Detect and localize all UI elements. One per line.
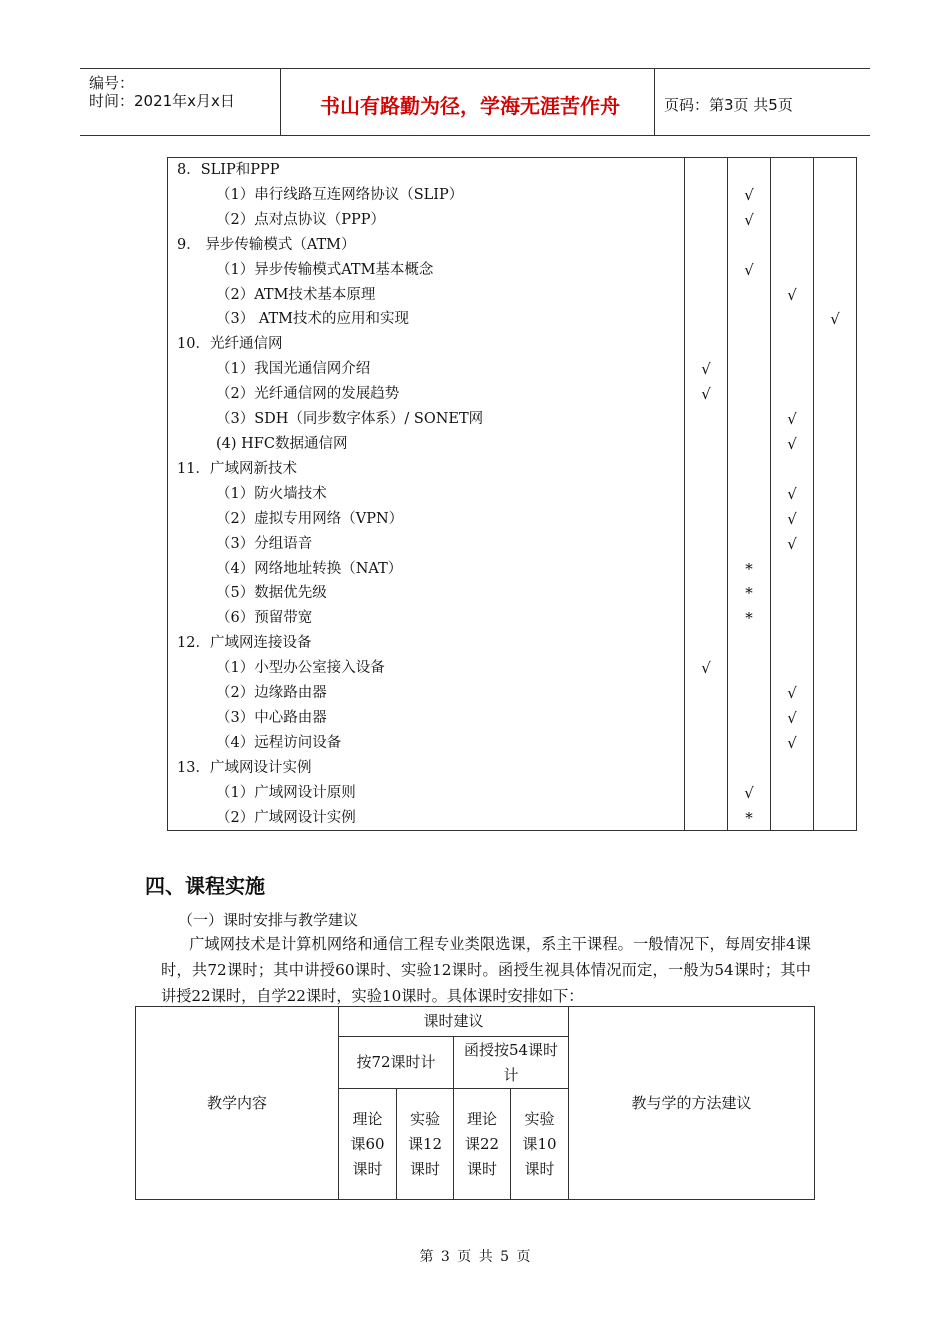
mark-cell	[685, 233, 728, 258]
header-page-label: 页码：第3页 共5页	[664, 96, 793, 114]
mark-cell	[814, 208, 857, 233]
topic-cell	[168, 258, 685, 283]
plan-group-54: 函授按54课时计	[454, 1037, 569, 1089]
topic-cell	[168, 382, 685, 407]
topic-cell	[168, 183, 685, 208]
topic-cell	[168, 332, 685, 357]
mark-cell: √	[771, 532, 814, 557]
mark-cell	[771, 357, 814, 382]
mark-cell	[685, 781, 728, 806]
mark-cell	[771, 656, 814, 681]
topic-heading: 12．广域网连接设备	[177, 635, 312, 652]
mark-cell: √	[685, 382, 728, 407]
header-motto: 书山有路勤为径，学海无涯苦作舟	[320, 94, 620, 118]
mark-cell	[814, 756, 857, 781]
mark-cell	[685, 283, 728, 308]
plan-col-lab-10: 实验课10课时	[511, 1089, 569, 1200]
topic-item: （2）边缘路由器	[216, 685, 327, 702]
mark-cell: √	[771, 706, 814, 731]
topic-cell	[168, 631, 685, 656]
topic-item: （3）SDH（同步数字体系）/ SONET网	[216, 411, 484, 428]
topic-cell	[168, 606, 685, 631]
mark-cell: *	[728, 557, 771, 582]
mark-cell	[728, 631, 771, 656]
mark-cell	[814, 681, 857, 706]
mark-cell: √	[771, 731, 814, 756]
mark-cell: √	[771, 432, 814, 457]
mark-cell	[728, 158, 771, 183]
mark-cell	[814, 656, 857, 681]
topic-cell	[168, 706, 685, 731]
topic-item: （3）中心路由器	[216, 709, 327, 726]
mark-cell: √	[771, 283, 814, 308]
topic-cell	[168, 507, 685, 532]
topic-cell	[168, 656, 685, 681]
table-row	[168, 756, 857, 781]
mark-cell: √	[728, 258, 771, 283]
mark-cell	[814, 806, 857, 831]
paragraph-text: 广域网技术是计算机网络和通信工程专业类限选课，系主干课程。一般情况下，每周安排4课时，共72课时；其中讲授60课时、实验12课时。函授生视具体情况而定，一般为54课时；其中讲授22课时，自学22课时，实验10课时。具体课时安排如下：	[161, 935, 811, 1005]
topic-item: （5）数据优先级	[216, 585, 327, 602]
mark-cell	[814, 507, 857, 532]
mark-cell: √	[771, 681, 814, 706]
topic-item: （3）分组语音	[216, 535, 313, 552]
mark-cell	[685, 457, 728, 482]
mark-cell: √	[771, 507, 814, 532]
table-row	[168, 208, 857, 233]
mark-cell	[685, 183, 728, 208]
mark-cell: √	[771, 482, 814, 507]
mark-cell	[728, 233, 771, 258]
mark-cell	[685, 332, 728, 357]
mark-cell	[814, 457, 857, 482]
section-subtitle: （一）课时安排与教学建议	[178, 911, 359, 929]
topic-cell	[168, 457, 685, 482]
mark-cell	[685, 482, 728, 507]
topic-cell	[168, 557, 685, 582]
topic-cell	[168, 208, 685, 233]
mark-cell	[728, 656, 771, 681]
table-row	[168, 581, 857, 606]
mark-cell	[814, 731, 857, 756]
mark-cell	[771, 258, 814, 283]
plan-table	[135, 1006, 815, 1200]
topic-cell	[168, 681, 685, 706]
mark-cell: √	[728, 208, 771, 233]
table-row	[168, 731, 857, 756]
topic-cell	[168, 307, 685, 332]
topic-cell	[168, 532, 685, 557]
mark-cell	[814, 357, 857, 382]
topic-cell	[168, 806, 685, 831]
mark-cell	[685, 681, 728, 706]
topic-cell	[168, 756, 685, 781]
topic-cell	[168, 482, 685, 507]
plan-group-72: 按72课时计	[339, 1037, 454, 1089]
topic-item: （1）异步传输模式ATM基本概念	[216, 261, 434, 278]
mark-cell	[814, 706, 857, 731]
table-row	[168, 482, 857, 507]
topic-cell	[168, 731, 685, 756]
topic-item: （1）防火墙技术	[216, 485, 327, 502]
mark-cell	[685, 158, 728, 183]
mark-cell: √	[728, 183, 771, 208]
mark-cell	[814, 382, 857, 407]
mark-cell	[814, 557, 857, 582]
topic-cell	[168, 357, 685, 382]
table-row	[168, 258, 857, 283]
mark-cell	[771, 756, 814, 781]
mark-cell: √	[728, 781, 771, 806]
topic-item: （3） ATM技术的应用和实现	[216, 311, 410, 328]
topic-item: （4）远程访问设备	[216, 734, 342, 751]
table-row	[168, 332, 857, 357]
table-row	[168, 307, 857, 332]
topic-heading: 13．广域网设计实例	[177, 759, 312, 776]
mark-cell	[771, 208, 814, 233]
mark-cell	[814, 631, 857, 656]
mark-cell	[814, 781, 857, 806]
topic-cell	[168, 233, 685, 258]
mark-cell: *	[728, 606, 771, 631]
mark-cell	[814, 407, 857, 432]
table-row	[168, 507, 857, 532]
mark-cell: *	[728, 581, 771, 606]
mark-cell	[728, 432, 771, 457]
topic-heading: 11．广域网新技术	[177, 460, 297, 477]
table-row	[168, 606, 857, 631]
topic-cell	[168, 581, 685, 606]
topic-item: （2）广域网设计实例	[216, 809, 356, 826]
mark-cell	[685, 432, 728, 457]
table-row	[168, 557, 857, 582]
mark-cell	[814, 332, 857, 357]
table-row	[168, 706, 857, 731]
mark-cell	[771, 332, 814, 357]
table-row	[168, 532, 857, 557]
mark-cell	[728, 482, 771, 507]
topic-item: （2）点对点协议（PPP）	[216, 211, 385, 228]
mark-cell	[728, 507, 771, 532]
mark-cell: *	[728, 806, 771, 831]
mark-cell	[771, 781, 814, 806]
table-row	[168, 631, 857, 656]
table-row	[168, 357, 857, 382]
mark-cell	[685, 706, 728, 731]
topic-cell	[168, 432, 685, 457]
topic-item: （1）广域网设计原则	[216, 784, 356, 801]
mark-cell	[771, 557, 814, 582]
mark-cell	[728, 407, 771, 432]
plan-col-theory-22: 理论课22课时	[454, 1089, 511, 1200]
mark-cell	[771, 606, 814, 631]
mark-cell	[728, 283, 771, 308]
mark-cell	[685, 307, 728, 332]
mark-cell	[685, 606, 728, 631]
mark-cell	[814, 482, 857, 507]
mark-cell	[771, 457, 814, 482]
topic-item: （2）虚拟专用网络（VPN）	[216, 510, 404, 527]
mark-cell	[771, 806, 814, 831]
mark-cell	[728, 457, 771, 482]
table-row	[168, 781, 857, 806]
mark-cell: √	[685, 656, 728, 681]
mark-cell	[685, 806, 728, 831]
plan-method-header: 教与学的方法建议	[569, 1007, 815, 1200]
mark-cell	[728, 706, 771, 731]
table-row	[168, 656, 857, 681]
mark-cell	[814, 258, 857, 283]
mark-cell	[814, 532, 857, 557]
topic-item: （4）网络地址转换（NAT）	[216, 560, 403, 577]
topic-item: （1）我国光通信网介绍	[216, 361, 371, 378]
table-row	[168, 233, 857, 258]
mark-cell	[814, 606, 857, 631]
topic-cell	[168, 781, 685, 806]
mark-cell	[771, 183, 814, 208]
mark-cell	[685, 208, 728, 233]
table-row	[168, 158, 857, 183]
mark-cell	[728, 756, 771, 781]
table-row	[168, 183, 857, 208]
mark-cell	[685, 581, 728, 606]
table-row	[168, 457, 857, 482]
mark-cell	[728, 332, 771, 357]
mark-cell	[728, 357, 771, 382]
mark-cell	[685, 731, 728, 756]
table-row	[168, 382, 857, 407]
mark-cell	[685, 507, 728, 532]
mark-cell	[814, 158, 857, 183]
plan-col-theory-60: 理论课60课时	[339, 1089, 397, 1200]
topic-heading: 8．SLIP和PPP	[177, 162, 280, 178]
section-title: 四、课程实施	[145, 874, 265, 898]
mark-cell	[771, 382, 814, 407]
mark-cell	[685, 407, 728, 432]
table-row	[168, 407, 857, 432]
table-row	[168, 806, 857, 831]
mark-cell: √	[685, 357, 728, 382]
topic-item: （1）串行线路互连网络协议（SLIP）	[216, 186, 464, 203]
topic-item: （6）预留带宽	[216, 610, 313, 627]
mark-cell	[685, 532, 728, 557]
topic-item: （1）小型办公室接入设备	[216, 660, 385, 677]
topic-heading: 9． 异步传输模式（ATM）	[177, 236, 356, 253]
mark-cell	[771, 158, 814, 183]
topic-item: （2）光纤通信网的发展趋势	[216, 386, 400, 403]
mark-cell	[771, 631, 814, 656]
table-row	[168, 681, 857, 706]
mark-cell	[771, 307, 814, 332]
mark-cell	[685, 756, 728, 781]
header-divider-left	[280, 68, 281, 135]
mark-cell	[771, 581, 814, 606]
mark-cell	[685, 258, 728, 283]
topic-item: (4) HFC数据通信网	[216, 435, 348, 452]
header-time-label: 时间：2021年x月x日	[89, 92, 235, 110]
plan-col-lab-12: 实验课12课时	[397, 1089, 454, 1200]
mark-cell	[728, 307, 771, 332]
mark-cell	[814, 432, 857, 457]
mark-cell	[728, 681, 771, 706]
mark-cell	[728, 532, 771, 557]
mark-cell	[771, 233, 814, 258]
table-row	[168, 432, 857, 457]
plan-hours-header: 课时建议	[339, 1007, 569, 1037]
mark-cell	[728, 382, 771, 407]
plan-content-header: 教学内容	[136, 1007, 339, 1200]
header-top-rule	[80, 68, 870, 69]
page-footer: 第 3 页 共 5 页	[419, 1249, 531, 1265]
header-bottom-rule	[80, 135, 870, 136]
mark-cell	[814, 183, 857, 208]
mark-cell	[814, 233, 857, 258]
mark-cell: √	[771, 407, 814, 432]
topic-cell	[168, 158, 685, 183]
mark-cell	[814, 283, 857, 308]
section-paragraph	[161, 931, 811, 1009]
topic-cell	[168, 407, 685, 432]
topic-heading: 10．光纤通信网	[177, 336, 283, 353]
mark-cell	[728, 731, 771, 756]
table-row	[168, 283, 857, 308]
mark-cell	[814, 581, 857, 606]
topic-cell	[168, 283, 685, 308]
mark-cell	[685, 631, 728, 656]
topic-table	[167, 157, 857, 831]
mark-cell: √	[814, 307, 857, 332]
topic-item: （2）ATM技术基本原理	[216, 286, 376, 303]
header-number-label: 编号：	[89, 74, 135, 92]
mark-cell	[685, 557, 728, 582]
